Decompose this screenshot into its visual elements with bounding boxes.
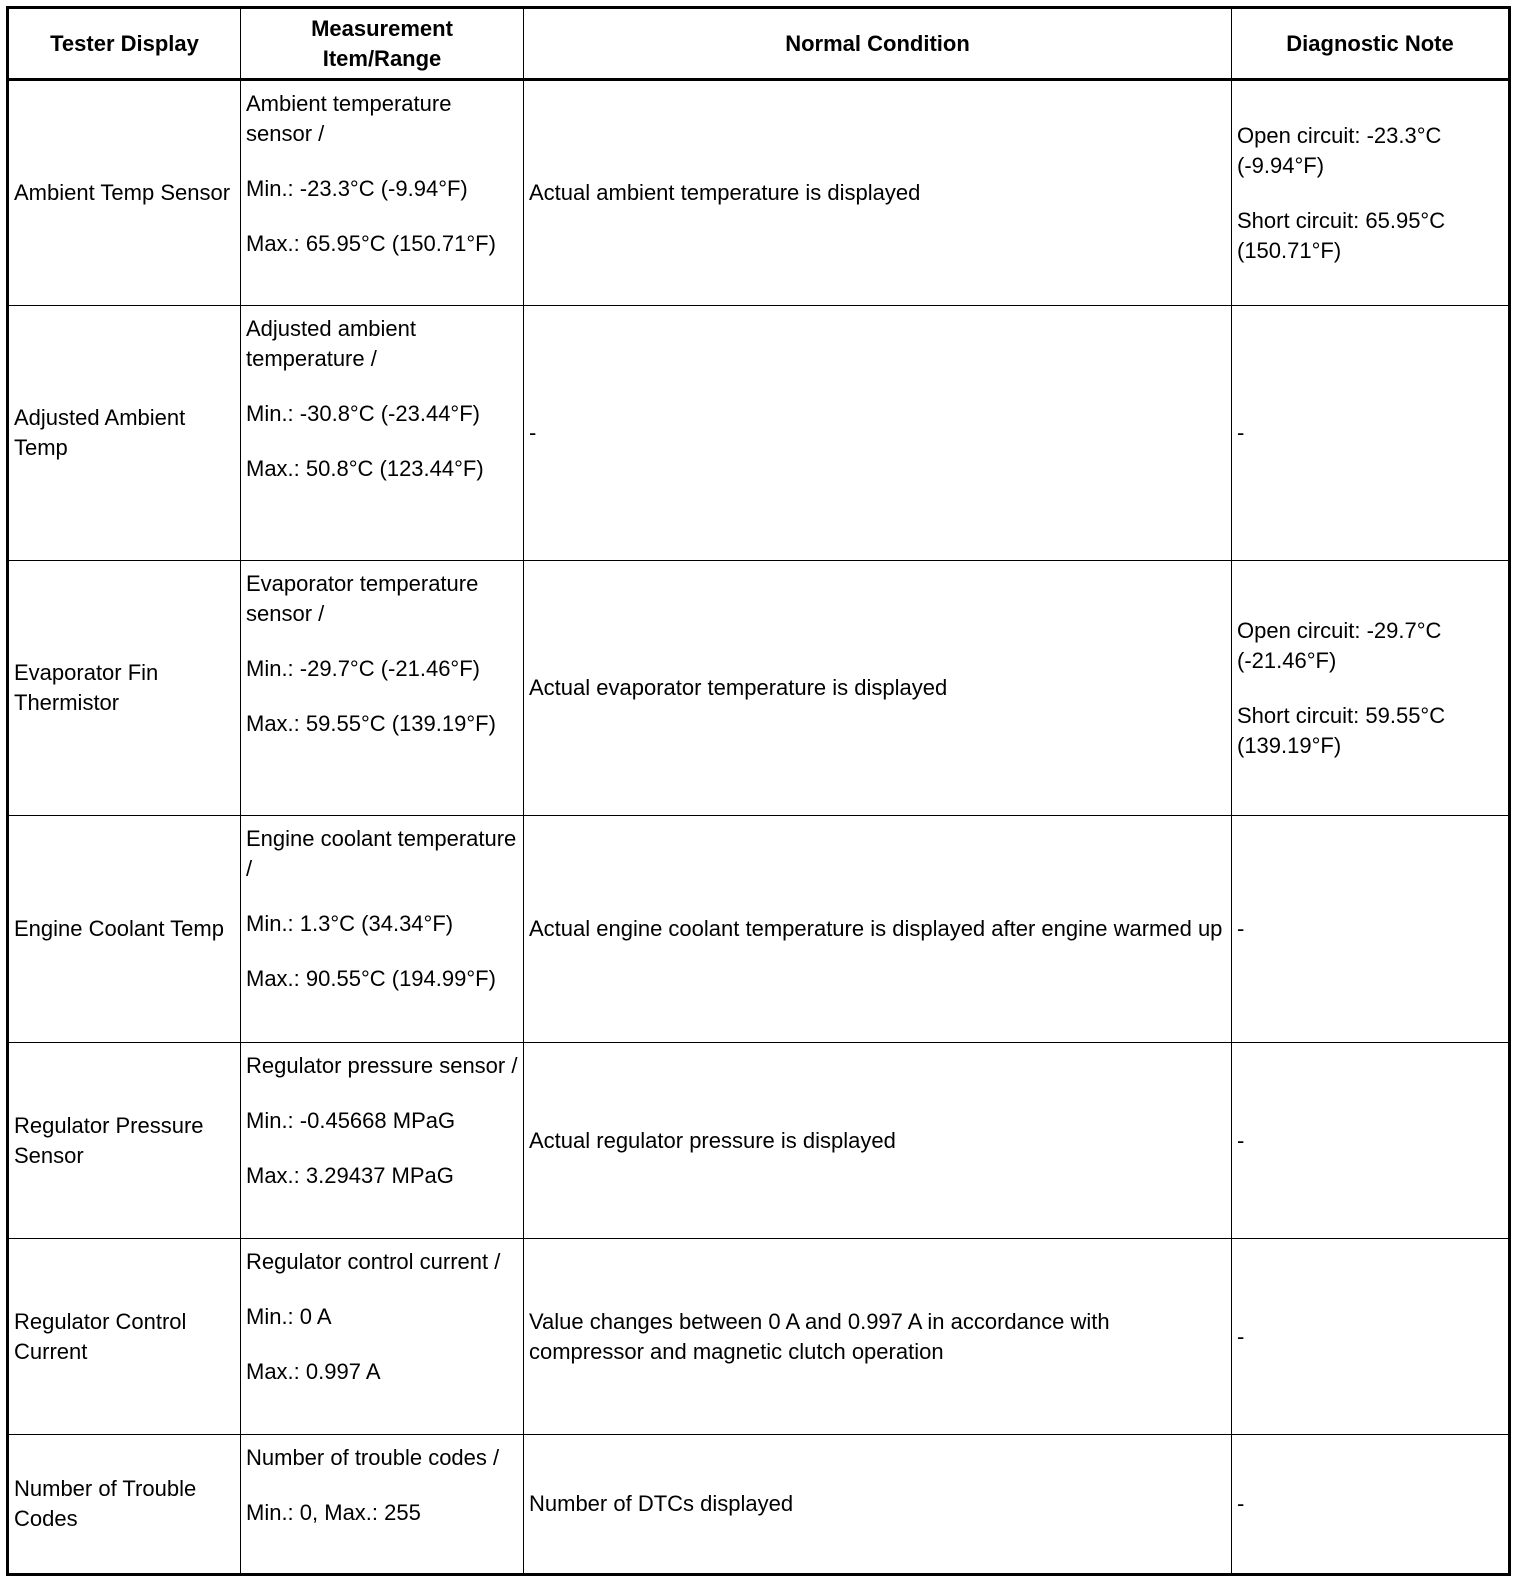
table-row xyxy=(8,306,1510,561)
measurement-range-cell xyxy=(241,1435,524,1575)
data-list-table xyxy=(6,6,1511,1576)
diagnostic-note-text: - xyxy=(1237,1323,1245,1349)
range-item: Evaporator temperature sensor / xyxy=(246,571,479,626)
diagnostic-note-cell xyxy=(1232,561,1510,816)
range-item: Ambient temperature sensor / xyxy=(246,91,452,146)
diagnostic-note-cell xyxy=(1232,1043,1510,1239)
table-row xyxy=(8,1043,1510,1239)
measurement-range-cell xyxy=(241,80,524,306)
diagnostic-short-circuit: Short circuit: 59.55°C (139.19°F) xyxy=(1237,702,1446,758)
range-min: Min.: -0.45668 MPaG xyxy=(246,1108,456,1133)
range-item: Regulator control current / xyxy=(246,1249,501,1274)
table-row xyxy=(8,816,1510,1043)
range-max: Max.: 50.8°C (123.44°F) xyxy=(246,456,484,481)
diagnostic-note-text: - xyxy=(1237,1491,1245,1516)
range-item: Engine coolant temperature / xyxy=(246,826,517,881)
tester-display-cell: Number of Trouble Codes xyxy=(8,1435,241,1575)
table-row xyxy=(8,1239,1510,1435)
range-min: Min.: -29.7°C (-21.46°F) xyxy=(246,656,480,681)
table-row xyxy=(8,1435,1510,1575)
header-row xyxy=(8,8,1510,80)
normal-condition-cell: - xyxy=(524,306,1232,561)
diagnostic-note-cell xyxy=(1232,1239,1510,1435)
measurement-range-cell xyxy=(241,1239,524,1435)
normal-condition-cell: Number of DTCs displayed xyxy=(524,1435,1232,1575)
measurement-range-cell xyxy=(241,816,524,1043)
tester-display-cell: Regulator Pressure Sensor xyxy=(8,1043,241,1239)
normal-condition-cell: Actual engine coolant temperature is displayed after engine warmed up xyxy=(524,816,1232,1043)
range-max: Max.: 0.997 A xyxy=(246,1359,381,1384)
diagnostic-note-text: - xyxy=(1237,420,1245,445)
diagnostic-open-circuit: Open circuit: -23.3°C (-9.94°F) xyxy=(1237,122,1442,178)
diagnostic-open-circuit: Open circuit: -29.7°C (-21.46°F) xyxy=(1237,617,1442,673)
range-min: Min.: -30.8°C (-23.44°F) xyxy=(246,401,480,426)
diagnostic-note-cell xyxy=(1232,306,1510,561)
table-row xyxy=(8,80,1510,306)
range-min: Min.: 1.3°C (34.34°F) xyxy=(246,911,454,936)
header-tester-display: Tester Display xyxy=(8,8,241,80)
normal-condition-cell: Value changes between 0 A and 0.997 A in accordance with compressor and magnetic clutch operation xyxy=(524,1239,1232,1435)
range-max: Max.: 3.29437 MPaG xyxy=(246,1163,454,1188)
range-min: Min.: 0 A xyxy=(246,1304,332,1329)
measurement-range-cell xyxy=(241,1043,524,1239)
range-min-max: Min.: 0, Max.: 255 xyxy=(246,1500,421,1525)
diagnostic-note-text: - xyxy=(1237,916,1245,941)
header-measurement-item-range: Measurement Item/Range xyxy=(241,8,524,80)
tester-display-cell: Regulator Control Current xyxy=(8,1239,241,1435)
range-item: Adjusted ambient temperature / xyxy=(246,316,416,371)
range-item: Regulator pressure sensor / xyxy=(246,1053,518,1078)
header-normal-condition: Normal Condition xyxy=(524,8,1232,80)
tester-display-cell: Evaporator Fin Thermistor xyxy=(8,561,241,816)
tester-display-cell: Ambient Temp Sensor xyxy=(8,80,241,306)
tester-display-cell: Engine Coolant Temp xyxy=(8,816,241,1043)
diagnostic-note-cell xyxy=(1232,816,1510,1043)
measurement-range-cell xyxy=(241,306,524,561)
normal-condition-cell: Actual ambient temperature is displayed xyxy=(524,80,1232,306)
diagnostic-note-cell xyxy=(1232,1435,1510,1575)
normal-condition-cell: Actual regulator pressure is displayed xyxy=(524,1043,1232,1239)
range-item: Number of trouble codes / xyxy=(246,1445,500,1470)
tester-display-cell: Adjusted Ambient Temp xyxy=(8,306,241,561)
range-max: Max.: 65.95°C (150.71°F) xyxy=(246,231,496,256)
range-min: Min.: -23.3°C (-9.94°F) xyxy=(246,176,468,201)
table-row xyxy=(8,561,1510,816)
diagnostic-short-circuit: Short circuit: 65.95°C (150.71°F) xyxy=(1237,207,1446,263)
diagnostic-note-text: - xyxy=(1237,1127,1245,1153)
measurement-range-cell xyxy=(241,561,524,816)
diagnostic-note-cell xyxy=(1232,80,1510,306)
range-max: Max.: 90.55°C (194.99°F) xyxy=(246,966,496,991)
header-diagnostic-note: Diagnostic Note xyxy=(1232,8,1510,80)
range-max: Max.: 59.55°C (139.19°F) xyxy=(246,711,496,736)
normal-condition-cell: Actual evaporator temperature is displayed xyxy=(524,561,1232,816)
